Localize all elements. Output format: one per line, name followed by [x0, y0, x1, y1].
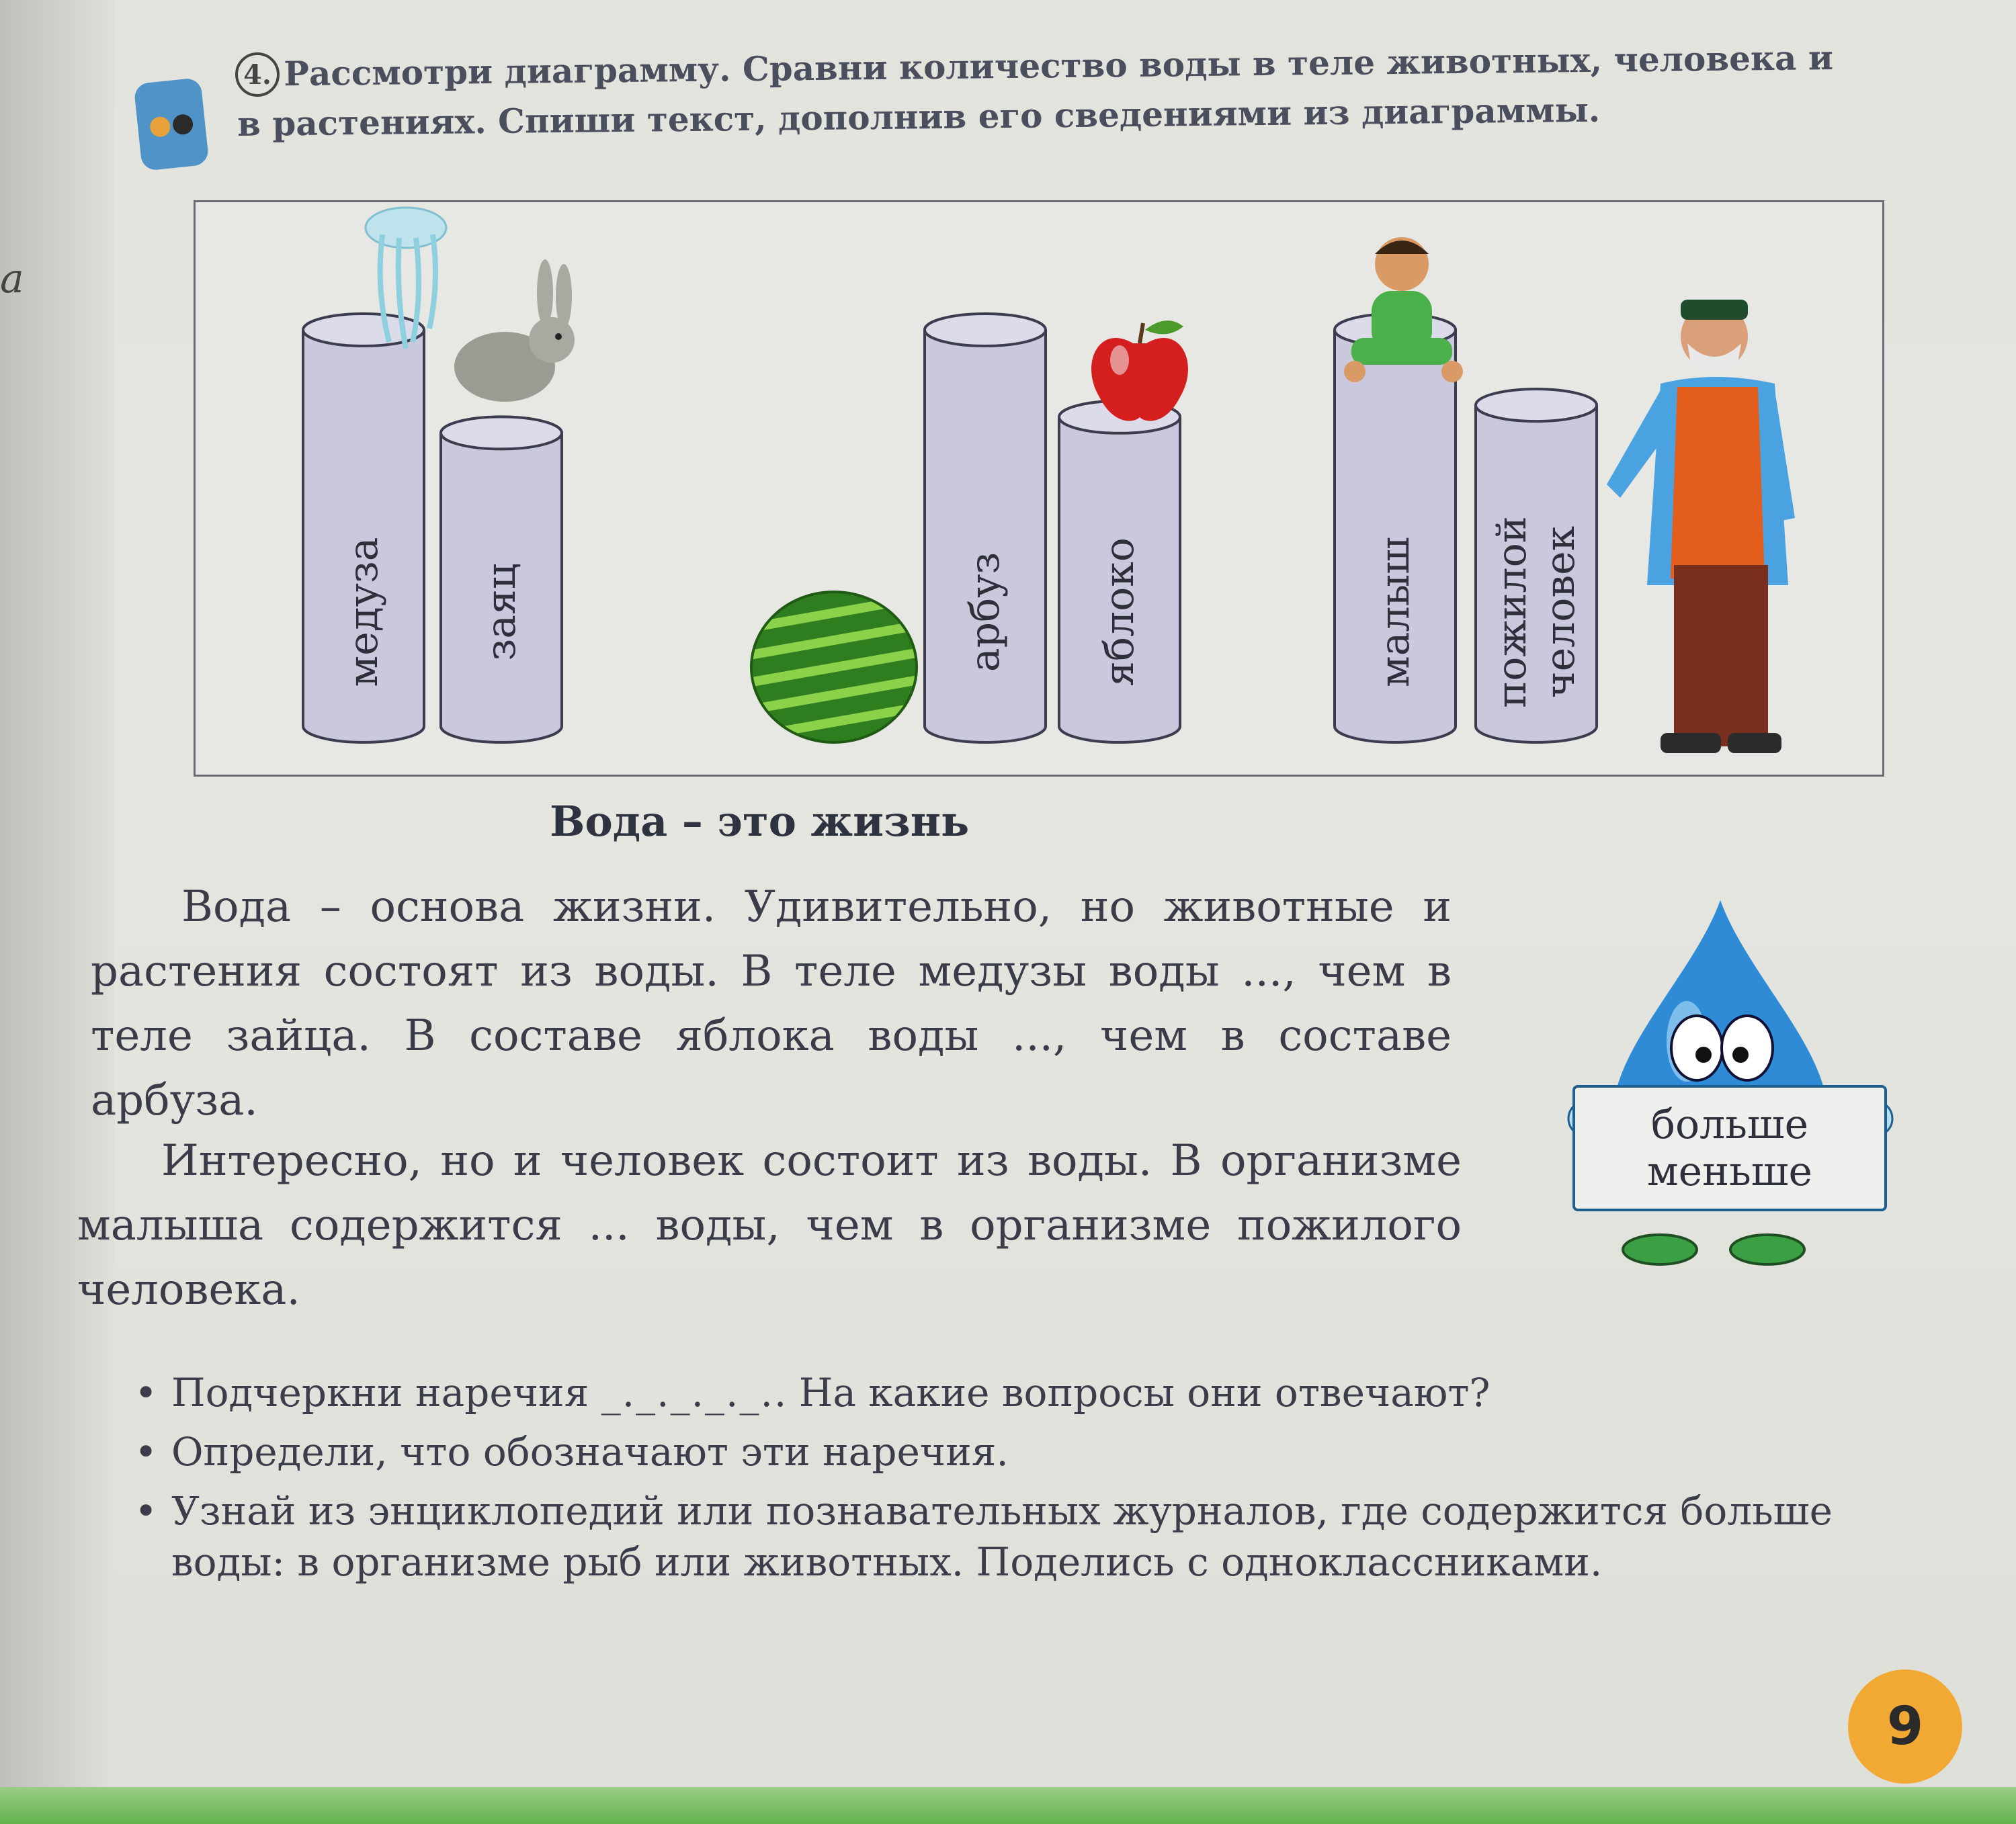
water-drop-icon — [1559, 894, 1908, 1270]
exercise-bullet-list — [134, 1367, 1949, 1596]
cylinder-bar-4 — [1059, 401, 1180, 742]
pair-work-icon — [133, 77, 209, 171]
watermelon-icon — [751, 592, 917, 742]
diagram-canvas — [196, 202, 1882, 775]
task-instruction: Рассмотри диаграмму. Сравни количество воды в теле животных, человека и в растениях. Спиши текст, дополнив его сведениями из диаграммы. — [237, 38, 1834, 144]
old-man-icon — [1607, 300, 1795, 753]
bullet-item: • Узнай из энциклопедий или познавательных журналов, где содержится больше воды: в организме рыб или животных. Поделись с одноклассниками. — [134, 1485, 1949, 1588]
bullet-item: • Определи, что обозначают эти наречия. — [134, 1426, 1949, 1477]
cylinder-label: медуза — [340, 537, 387, 687]
dotted-underline-sample: _._._._._. — [601, 1370, 774, 1416]
page-number: 9 — [1848, 1669, 1962, 1784]
sign-word-less: меньше — [1646, 1148, 1813, 1195]
previous-page-fragment: а — [0, 255, 24, 302]
water-content-diagram — [194, 200, 1884, 777]
cylinder-bar-1 — [303, 314, 424, 742]
apple-icon — [1091, 320, 1188, 421]
cylinder-label: яблоко — [1096, 537, 1143, 687]
cylinder-bar-6 — [1476, 389, 1597, 742]
cylinder-label: человек — [1537, 525, 1584, 699]
bullet-symbol: • — [134, 1429, 158, 1475]
article-paragraph-2: Интересно, но и человек состоит из воды. В организме малыша содержится ... воды, чем в организме пожилого человека. — [77, 1136, 1462, 1315]
sign-word-more: больше — [1650, 1101, 1809, 1148]
page-bottom-band — [0, 1787, 2016, 1824]
cylinder-bar-3 — [925, 314, 1046, 742]
article-title: Вода – это жизнь — [550, 797, 970, 846]
bullet-symbol: • — [134, 1488, 158, 1534]
cylinder-label: заяц — [478, 563, 525, 661]
cylinder-label: арбуз — [962, 552, 1009, 672]
cylinder-label: пожилой — [1488, 516, 1536, 708]
comparison-word-sign — [1572, 1085, 1887, 1211]
baby-icon — [1344, 237, 1463, 382]
article-paragraph-1: Вода – основа жизни. Удивительно, но животные и растения состоят из воды. В теле медузы воды ..., чем в теле зайца. В составе яблока воды ..., чем в составе арбуза. — [91, 882, 1452, 1125]
bullet-symbol: • — [134, 1370, 158, 1416]
cylinder-bar-2 — [441, 417, 562, 742]
cylinder-label: малыш — [1372, 536, 1419, 688]
rabbit-icon — [454, 259, 575, 402]
task-number: 4. — [235, 52, 280, 97]
bullet-item: • Подчеркни наречия _._._._._.. На какие вопросы они отвечают? — [134, 1367, 1949, 1418]
